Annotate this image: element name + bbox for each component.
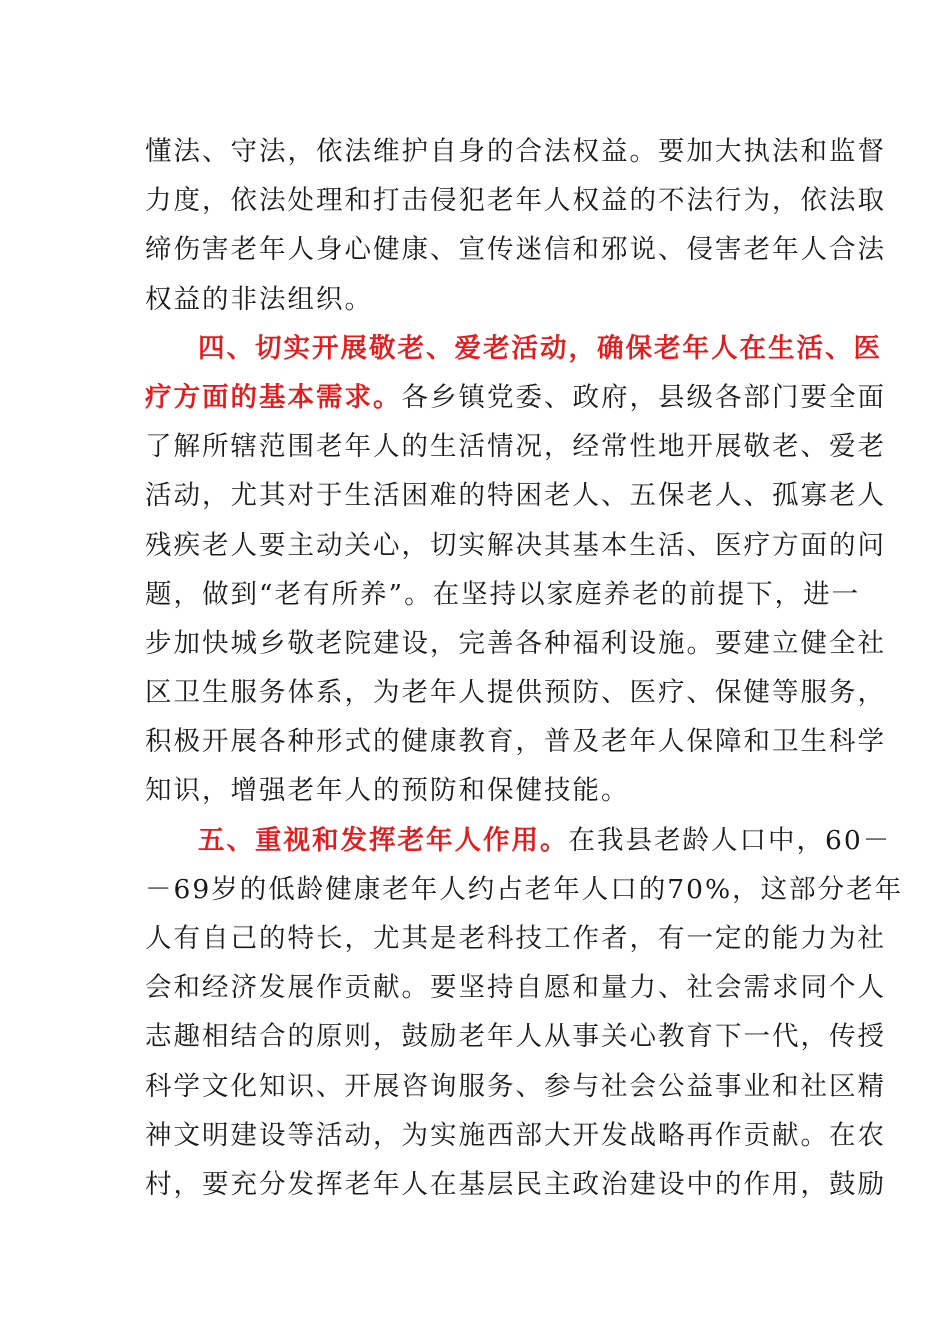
section-4-heading-part1: 四、切实开展敬老、爱老活动，确保老年人在生活、医 xyxy=(198,332,882,364)
section-5-heading: 五、重视和发挥老年人作用。 xyxy=(198,824,569,856)
paragraph-line: 活动，尤其对于生活困难的特困老人、五保老人、孤寡老人 xyxy=(145,480,886,512)
paragraph-line: 积极开展各种形式的健康教育，普及老年人保障和卫生科学 xyxy=(145,726,886,758)
section-4-text: 各乡镇党委、政府，县级各部门要全面 xyxy=(401,381,886,413)
paragraph-line: 缔伤害老年人身心健康、宣传迷信和邪说、侵害老年人合法 xyxy=(145,234,886,266)
paragraph-line: 科学文化知识、开展咨询服务、参与社会公益事业和社区精 xyxy=(145,1070,886,1102)
paragraph-line: 会和经济发展作贡献。要坚持自愿和量力、社会需求同个人 xyxy=(145,972,886,1004)
paragraph-line: 村，要充分发挥老年人在基层民主政治建设中的作用，鼓励 xyxy=(145,1168,886,1200)
paragraph-line: 权益的非法组织。 xyxy=(145,283,373,315)
paragraph-line: －69岁的低龄健康老年人约占老年人口的70%，这部分老年 xyxy=(145,873,904,905)
section-4-heading-part2: 疗方面的基本需求。 xyxy=(145,381,402,413)
document-body xyxy=(145,127,904,1209)
paragraph-line: 懂法、守法，依法维护自身的合法权益。要加大执法和监督 xyxy=(145,136,886,167)
paragraph-line: 残疾老人要主动关心，切实解决其基本生活、医疗方面的问 xyxy=(145,529,886,561)
section-5-heading-line xyxy=(145,816,892,865)
paragraph-line: 神文明建设等活动，为实施西部大开发战略再作贡献。在农 xyxy=(145,1119,886,1151)
paragraph-line: 知识，增强老年人的预防和保健技能。 xyxy=(145,775,630,807)
section-5-text: 在我县老龄人口中，60－ xyxy=(568,824,892,856)
paragraph-line: 题，做到“老有所养”。在坚持以家庭养老的前提下，进一 xyxy=(145,578,861,610)
section-4-heading-line xyxy=(145,324,882,373)
paragraph-line: 力度，依法处理和打击侵犯老年人权益的不法行为，依法取 xyxy=(145,185,886,217)
paragraph-line: 步加快城乡敬老院建设，完善各种福利设施。要建立健全社 xyxy=(145,627,886,659)
paragraph-line: 人有自己的特长，尤其是老科技工作者，有一定的能力为社 xyxy=(145,923,886,954)
section-4-line xyxy=(145,373,886,422)
paragraph-line: 区卫生服务体系，为老年人提供预防、医疗、保健等服务， xyxy=(145,677,886,709)
paragraph-line: 了解所辖范围老年人的生活情况，经常性地开展敬老、爱老 xyxy=(145,431,886,463)
paragraph-line: 志趣相结合的原则，鼓励老年人从事关心教育下一代，传授 xyxy=(145,1021,886,1053)
